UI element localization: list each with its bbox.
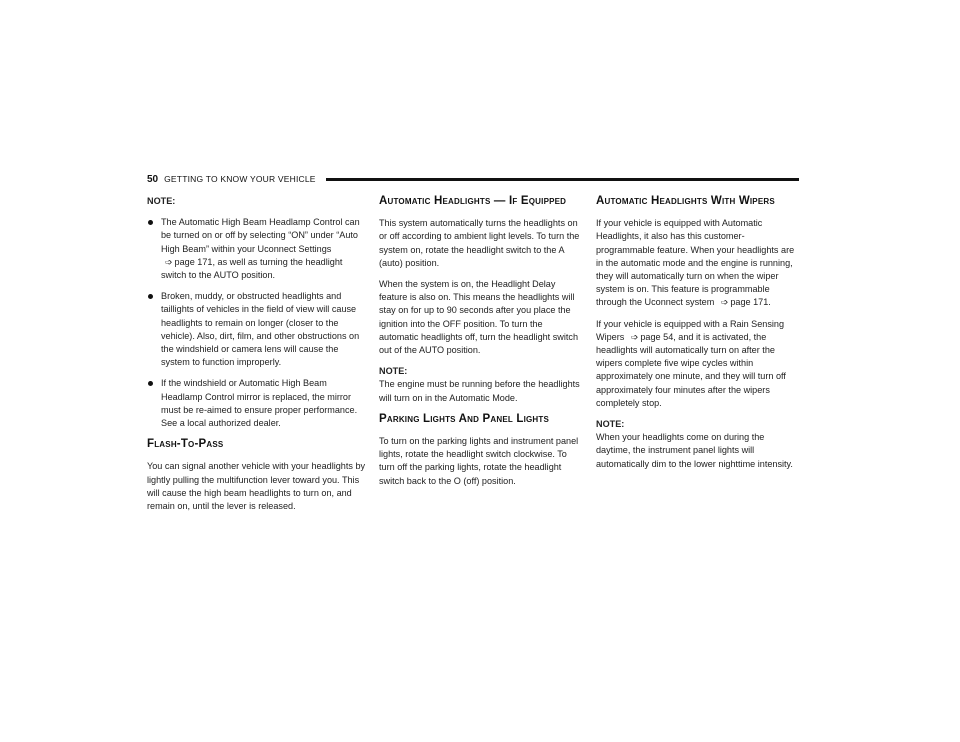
bullet-text: If the windshield or Automatic High Beam Headlamp Control mirror is replaced, the mirror must be re-aimed to ensure proper performance. See a local authorized dealer.: [161, 378, 358, 429]
bullet-text-end: , as well as turning the headlight switch to the AUTO position.: [161, 256, 343, 281]
paragraph: You can signal another vehicle with your headlights by lightly pulling the multifunction lever toward you. This will cause the high beam headlights to turn on, and remain on, until the lever is released.: [147, 461, 366, 512]
page-reference-label: page 171: [174, 256, 213, 267]
note-block: [379, 365, 583, 405]
section-heading-headlights-with-wipers: Automatic Headlights With Wipers: [596, 195, 775, 207]
paragraph: [596, 217, 800, 309]
note-text: The engine must be running before the headlights will turn on in the Automatic Mode.: [379, 379, 580, 403]
cross-reference-arrow-icon: ➩: [630, 331, 639, 342]
section-heading-automatic-headlights: Automatic Headlights — If Equipped: [379, 195, 567, 207]
paragraph: To turn on the parking lights and instrument panel lights, rotate the headlight switch clockwise. To turn off the parking lights, rotate the headlight switch back to the O (off) position.: [379, 436, 579, 486]
cross-reference-arrow-icon: ➩: [165, 256, 173, 267]
page-header: [147, 172, 799, 186]
page-reference[interactable]: [161, 257, 212, 267]
note-label: NOTE:: [147, 196, 176, 206]
list-item: [147, 377, 367, 430]
note-label: NOTE:: [596, 419, 625, 430]
list-item: [147, 290, 367, 369]
column-middle: [379, 195, 583, 496]
note-label: NOTE:: [379, 366, 408, 377]
section-heading-flash-to-pass: Flash-To-Pass: [147, 438, 224, 451]
paragraph-text: If your vehicle is equipped with a Rain Sensing Wipers: [596, 318, 785, 342]
paragraph-text-end: , and it is activated, the headlights will automatically turn on after the wipers complete five wipe cycles within approximately one minute, and they will turn off approximately four minutes after the wipers completely stop.: [596, 331, 786, 408]
page-reference[interactable]: [717, 297, 771, 307]
cross-reference-arrow-icon: ➩: [720, 297, 729, 308]
bullet-text: Broken, muddy, or obstructed headlights and taillights of vehicles in the field of view will cause headlights to remain on longer (closer to the vehicle). Also, dirt, film, and other obstructions on the windshield or camera lens will cause the system to function improperly.: [161, 291, 360, 368]
note-text: When your headlights come on during the daytime, the instrument panel lights will automatically dim to the lower nighttime intensity.: [596, 432, 793, 469]
page-reference-label: page 54: [640, 331, 674, 342]
column-left: [147, 195, 367, 521]
page-reference-label: page 171.: [730, 297, 771, 308]
header-rule: [326, 178, 799, 181]
section-title: GETTING TO KNOW YOUR VEHICLE: [164, 174, 316, 184]
paragraph: [596, 318, 800, 410]
list-item: [147, 216, 367, 282]
paragraph: This system automatically turns the headlights on or off according to ambient light levels. To turn the system on, rotate the headlight switch to the A (auto) position.: [379, 218, 580, 268]
page-reference[interactable]: [627, 332, 673, 342]
column-right: [596, 195, 800, 479]
paragraph: When the system is on, the Headlight Delay feature is also on. This means the headlights will stay on for up to 90 seconds after you place the ignition into the OFF position. To turn the automatic headlights off, turn the headlight switch out of the AUTO position.: [379, 279, 579, 356]
bullet-text: The Automatic High Beam Headlamp Control can be turned on or off by selecting “ON” under “Auto High Beam” within your Uconnect Settings: [161, 217, 360, 254]
note-bullet-list: [147, 216, 367, 430]
page-number: 50: [147, 173, 159, 185]
paragraph-text: If your vehicle is equipped with Automatic Headlights, it also has this customer-programmable feature. When your headlights are in the automatic mode and the engine is running, they will automatically turn on when the wiper system is on. This feature is programmable through the Uconnect system: [596, 218, 795, 308]
section-heading-parking-lights: Parking Lights And Panel Lights: [379, 412, 550, 425]
note-block: [596, 418, 800, 471]
